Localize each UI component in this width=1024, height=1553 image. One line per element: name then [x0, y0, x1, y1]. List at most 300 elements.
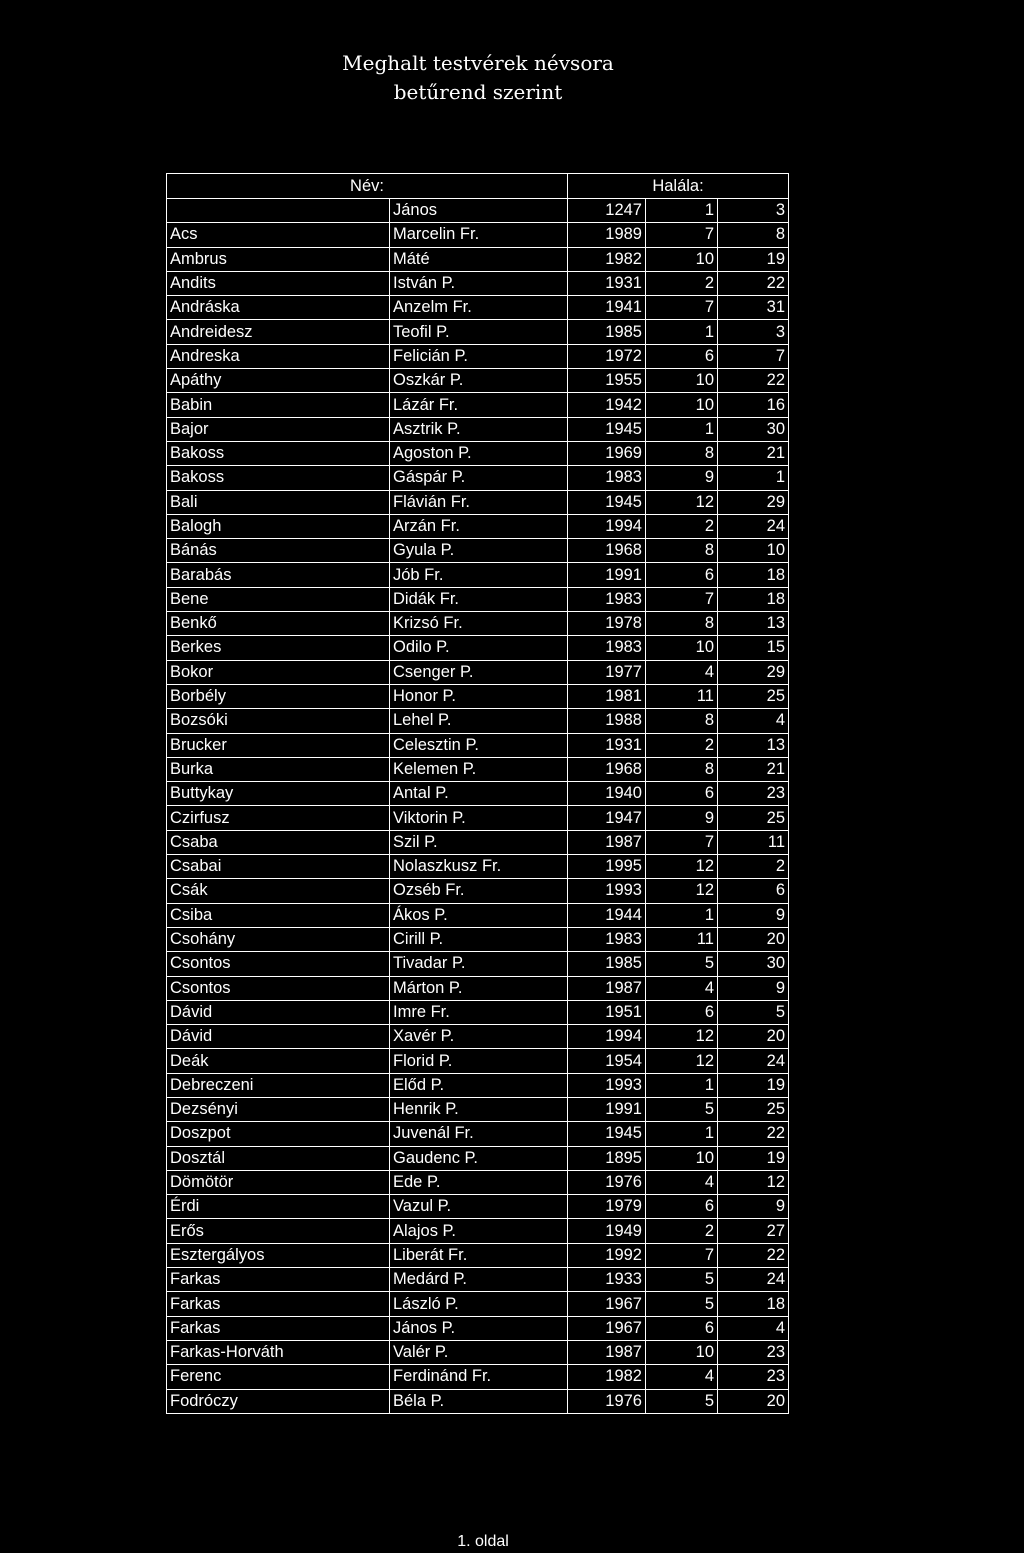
death-year-cell: 1994	[568, 1025, 646, 1049]
death-month-cell: 6	[646, 782, 718, 806]
death-year-cell: 1981	[568, 684, 646, 708]
death-month-cell: 2	[646, 514, 718, 538]
given-name-cell: Szil P.	[390, 830, 568, 854]
death-year-cell: 1987	[568, 830, 646, 854]
given-name-cell: Asztrik P.	[390, 417, 568, 441]
death-month-cell: 10	[646, 1146, 718, 1170]
deceased-brothers-table	[166, 173, 789, 1414]
surname-cell: Farkas	[167, 1316, 390, 1340]
given-name-cell: Csenger P.	[390, 660, 568, 684]
given-name-cell: Alajos P.	[390, 1219, 568, 1243]
given-name-cell: Celesztin P.	[390, 733, 568, 757]
table-row	[167, 709, 789, 733]
table-row	[167, 806, 789, 830]
given-name-cell: Gáspár P.	[390, 466, 568, 490]
surname-cell: Andits	[167, 271, 390, 295]
death-month-cell: 1	[646, 1073, 718, 1097]
death-year-cell: 1969	[568, 441, 646, 465]
death-month-cell: 7	[646, 223, 718, 247]
death-day-cell: 16	[718, 393, 789, 417]
given-name-cell: Felicián P.	[390, 344, 568, 368]
death-month-cell: 5	[646, 952, 718, 976]
given-name-cell: Kelemen P.	[390, 757, 568, 781]
death-month-cell: 11	[646, 684, 718, 708]
death-year-cell: 1995	[568, 855, 646, 879]
death-month-cell: 10	[646, 247, 718, 271]
death-day-cell: 15	[718, 636, 789, 660]
death-day-cell: 20	[718, 1025, 789, 1049]
death-month-cell: 2	[646, 733, 718, 757]
table-row	[167, 199, 789, 223]
death-month-cell: 4	[646, 660, 718, 684]
table-row	[167, 1195, 789, 1219]
surname-cell: Esztergályos	[167, 1243, 390, 1267]
table-row	[167, 1316, 789, 1340]
death-year-cell: 1940	[568, 782, 646, 806]
death-day-cell: 3	[718, 199, 789, 223]
given-name-cell: Márton P.	[390, 976, 568, 1000]
death-month-cell: 10	[646, 636, 718, 660]
death-year-cell: 1945	[568, 417, 646, 441]
death-day-cell: 23	[718, 782, 789, 806]
death-year-cell: 1987	[568, 1340, 646, 1364]
given-name-cell: Liberát Fr.	[390, 1243, 568, 1267]
death-month-cell: 9	[646, 806, 718, 830]
death-year-cell: 1983	[568, 636, 646, 660]
surname-cell: Csontos	[167, 976, 390, 1000]
death-day-cell: 22	[718, 1243, 789, 1267]
death-day-cell: 4	[718, 709, 789, 733]
death-year-cell: 1972	[568, 344, 646, 368]
surname-cell: Csiba	[167, 903, 390, 927]
death-year-cell: 1947	[568, 806, 646, 830]
given-name-cell: Ozséb Fr.	[390, 879, 568, 903]
death-year-cell: 1988	[568, 709, 646, 733]
table-row	[167, 1073, 789, 1097]
death-month-cell: 11	[646, 927, 718, 951]
surname-cell: Bene	[167, 587, 390, 611]
table-row	[167, 757, 789, 781]
table-row	[167, 417, 789, 441]
death-year-cell: 1979	[568, 1195, 646, 1219]
death-year-cell: 1983	[568, 587, 646, 611]
death-month-cell: 1	[646, 320, 718, 344]
death-year-cell: 1944	[568, 903, 646, 927]
death-day-cell: 6	[718, 879, 789, 903]
surname-cell: Debreczeni	[167, 1073, 390, 1097]
given-name-cell: Lázár Fr.	[390, 393, 568, 417]
death-month-cell: 1	[646, 417, 718, 441]
table-row	[167, 563, 789, 587]
surname-cell: Brucker	[167, 733, 390, 757]
given-name-cell: Agoston P.	[390, 441, 568, 465]
given-name-cell: László P.	[390, 1292, 568, 1316]
surname-cell: Csaba	[167, 830, 390, 854]
surname-cell: Bajor	[167, 417, 390, 441]
given-name-cell: Anzelm Fr.	[390, 296, 568, 320]
surname-cell: Bánás	[167, 539, 390, 563]
given-name-cell: Ede P.	[390, 1170, 568, 1194]
table-row	[167, 1243, 789, 1267]
death-year-cell: 1942	[568, 393, 646, 417]
death-year-cell: 1983	[568, 927, 646, 951]
surname-cell: Bozsóki	[167, 709, 390, 733]
death-day-cell: 7	[718, 344, 789, 368]
death-day-cell: 5	[718, 1000, 789, 1024]
table-row	[167, 296, 789, 320]
given-name-cell: Vazul P.	[390, 1195, 568, 1219]
given-name-cell: Teofil P.	[390, 320, 568, 344]
surname-cell: Farkas	[167, 1292, 390, 1316]
surname-cell: Farkas-Horváth	[167, 1340, 390, 1364]
table-row	[167, 514, 789, 538]
surname-cell: Dosztál	[167, 1146, 390, 1170]
death-year-cell: 1994	[568, 514, 646, 538]
death-year-cell: 1982	[568, 247, 646, 271]
table-row	[167, 1268, 789, 1292]
death-day-cell: 23	[718, 1365, 789, 1389]
surname-cell: Buttykay	[167, 782, 390, 806]
surname-cell: Csohány	[167, 927, 390, 951]
table-row	[167, 490, 789, 514]
death-day-cell: 13	[718, 612, 789, 636]
death-month-cell: 10	[646, 1340, 718, 1364]
surname-cell: Ambrus	[167, 247, 390, 271]
given-name-cell: Krizsó Fr.	[390, 612, 568, 636]
page-subtitle: betűrend szerint	[393, 80, 563, 104]
table-row	[167, 393, 789, 417]
death-month-cell: 6	[646, 1195, 718, 1219]
given-name-cell: Cirill P.	[390, 927, 568, 951]
death-year-cell: 1895	[568, 1146, 646, 1170]
surname-cell: Dávid	[167, 1000, 390, 1024]
surname-cell: Czirfusz	[167, 806, 390, 830]
surname-cell: Babin	[167, 393, 390, 417]
death-month-cell: 5	[646, 1389, 718, 1413]
table-row	[167, 271, 789, 295]
death-month-cell: 12	[646, 1025, 718, 1049]
table-row	[167, 830, 789, 854]
given-name-cell: Marcelin Fr.	[390, 223, 568, 247]
given-name-cell: Máté	[390, 247, 568, 271]
surname-cell: Dezsényi	[167, 1097, 390, 1121]
given-name-cell: Előd P.	[390, 1073, 568, 1097]
surname-cell: Dávid	[167, 1025, 390, 1049]
death-year-cell: 1968	[568, 757, 646, 781]
death-month-cell: 12	[646, 1049, 718, 1073]
table-row	[167, 976, 789, 1000]
given-name-cell: Flávián Fr.	[390, 490, 568, 514]
given-name-cell: Ákos P.	[390, 903, 568, 927]
death-month-cell: 12	[646, 855, 718, 879]
death-year-cell: 1945	[568, 490, 646, 514]
surname-cell: Bakoss	[167, 441, 390, 465]
table-row	[167, 247, 789, 271]
table-row	[167, 344, 789, 368]
surname-cell: Ferenc	[167, 1365, 390, 1389]
given-name-cell: János P.	[390, 1316, 568, 1340]
surname-cell: Borbély	[167, 684, 390, 708]
table-row	[167, 1292, 789, 1316]
death-year-cell: 1987	[568, 976, 646, 1000]
given-name-cell: Arzán Fr.	[390, 514, 568, 538]
death-day-cell: 9	[718, 903, 789, 927]
surname-cell: Csák	[167, 879, 390, 903]
death-day-cell: 18	[718, 587, 789, 611]
page-title: Meghalt testvérek névsora	[342, 51, 614, 75]
death-day-cell: 19	[718, 247, 789, 271]
death-month-cell: 1	[646, 903, 718, 927]
given-name-cell: Odilo P.	[390, 636, 568, 660]
death-year-cell: 1982	[568, 1365, 646, 1389]
surname-cell: Doszpot	[167, 1122, 390, 1146]
surname-cell: Bali	[167, 490, 390, 514]
surname-cell: Andráska	[167, 296, 390, 320]
surname-cell	[167, 199, 390, 223]
surname-cell: Csabai	[167, 855, 390, 879]
death-month-cell: 8	[646, 441, 718, 465]
given-name-cell: Didák Fr.	[390, 587, 568, 611]
death-month-cell: 12	[646, 490, 718, 514]
given-name-cell: János	[390, 199, 568, 223]
death-day-cell: 9	[718, 1195, 789, 1219]
death-day-cell: 18	[718, 563, 789, 587]
death-month-cell: 5	[646, 1268, 718, 1292]
death-day-cell: 22	[718, 271, 789, 295]
death-month-cell: 4	[646, 1170, 718, 1194]
death-day-cell: 11	[718, 830, 789, 854]
death-month-cell: 4	[646, 976, 718, 1000]
surname-cell: Barabás	[167, 563, 390, 587]
death-month-cell: 6	[646, 1000, 718, 1024]
surname-cell: Bokor	[167, 660, 390, 684]
death-year-cell: 1976	[568, 1389, 646, 1413]
death-day-cell: 31	[718, 296, 789, 320]
death-year-cell: 1991	[568, 563, 646, 587]
surname-cell: Erős	[167, 1219, 390, 1243]
death-year-cell: 1977	[568, 660, 646, 684]
death-day-cell: 24	[718, 514, 789, 538]
death-month-cell: 6	[646, 344, 718, 368]
death-day-cell: 20	[718, 1389, 789, 1413]
surname-cell: Balogh	[167, 514, 390, 538]
death-year-cell: 1983	[568, 466, 646, 490]
table-row	[167, 782, 789, 806]
given-name-cell: Nolaszkusz Fr.	[390, 855, 568, 879]
death-month-cell: 7	[646, 1243, 718, 1267]
table-row	[167, 539, 789, 563]
death-year-cell: 1951	[568, 1000, 646, 1024]
given-name-cell: Florid P.	[390, 1049, 568, 1073]
death-day-cell: 1	[718, 466, 789, 490]
death-day-cell: 29	[718, 660, 789, 684]
given-name-cell: Henrik P.	[390, 1097, 568, 1121]
death-day-cell: 30	[718, 952, 789, 976]
table-row	[167, 636, 789, 660]
death-year-cell: 1247	[568, 199, 646, 223]
table-row	[167, 1389, 789, 1413]
death-year-cell: 1978	[568, 612, 646, 636]
table-row	[167, 1025, 789, 1049]
death-day-cell: 18	[718, 1292, 789, 1316]
death-month-cell: 10	[646, 393, 718, 417]
death-day-cell: 3	[718, 320, 789, 344]
death-year-cell: 1993	[568, 1073, 646, 1097]
given-name-cell: Xavér P.	[390, 1025, 568, 1049]
table-row	[167, 952, 789, 976]
death-month-cell: 7	[646, 830, 718, 854]
given-name-cell: Honor P.	[390, 684, 568, 708]
death-month-cell: 6	[646, 1316, 718, 1340]
table-row	[167, 320, 789, 344]
death-day-cell: 13	[718, 733, 789, 757]
death-month-cell: 8	[646, 539, 718, 563]
death-month-cell: 6	[646, 563, 718, 587]
given-name-cell: István P.	[390, 271, 568, 295]
death-year-cell: 1985	[568, 320, 646, 344]
table-row	[167, 1219, 789, 1243]
surname-cell: Dömötör	[167, 1170, 390, 1194]
table-row	[167, 733, 789, 757]
surname-cell: Deák	[167, 1049, 390, 1073]
death-year-cell: 1955	[568, 369, 646, 393]
table-row	[167, 1365, 789, 1389]
given-name-cell: Antal P.	[390, 782, 568, 806]
death-day-cell: 25	[718, 806, 789, 830]
death-month-cell: 8	[646, 612, 718, 636]
death-year-cell: 1985	[568, 952, 646, 976]
table-row	[167, 223, 789, 247]
death-day-cell: 12	[718, 1170, 789, 1194]
death-year-cell: 1967	[568, 1292, 646, 1316]
death-year-cell: 1949	[568, 1219, 646, 1243]
death-month-cell: 7	[646, 587, 718, 611]
table-row	[167, 684, 789, 708]
death-month-cell: 7	[646, 296, 718, 320]
death-year-cell: 1991	[568, 1097, 646, 1121]
death-month-cell: 9	[646, 466, 718, 490]
table-row	[167, 1122, 789, 1146]
death-day-cell: 23	[718, 1340, 789, 1364]
death-day-cell: 29	[718, 490, 789, 514]
table-row	[167, 587, 789, 611]
given-name-cell: Medárd P.	[390, 1268, 568, 1292]
given-name-cell: Tivadar P.	[390, 952, 568, 976]
surname-cell: Bakoss	[167, 466, 390, 490]
death-year-cell: 1954	[568, 1049, 646, 1073]
death-year-cell: 1931	[568, 733, 646, 757]
table-body	[167, 199, 789, 1414]
death-day-cell: 19	[718, 1146, 789, 1170]
table-row	[167, 879, 789, 903]
surname-cell: Andreidesz	[167, 320, 390, 344]
table-row	[167, 660, 789, 684]
death-day-cell: 8	[718, 223, 789, 247]
death-day-cell: 25	[718, 1097, 789, 1121]
given-name-cell: Gaudenc P.	[390, 1146, 568, 1170]
given-name-cell: Oszkár P.	[390, 369, 568, 393]
death-day-cell: 24	[718, 1268, 789, 1292]
surname-cell: Csontos	[167, 952, 390, 976]
table-row	[167, 1000, 789, 1024]
given-name-cell: Valér P.	[390, 1340, 568, 1364]
death-month-cell: 5	[646, 1097, 718, 1121]
death-year-cell: 1968	[568, 539, 646, 563]
death-day-cell: 4	[718, 1316, 789, 1340]
page-number: 1. oldal	[457, 1533, 509, 1550]
given-name-cell: Béla P.	[390, 1389, 568, 1413]
death-year-cell: 1933	[568, 1268, 646, 1292]
death-year-cell: 1989	[568, 223, 646, 247]
surname-cell: Berkes	[167, 636, 390, 660]
death-year-cell: 1967	[568, 1316, 646, 1340]
death-month-cell: 12	[646, 879, 718, 903]
death-month-cell: 4	[646, 1365, 718, 1389]
given-name-cell: Ferdinánd Fr.	[390, 1365, 568, 1389]
surname-cell: Érdi	[167, 1195, 390, 1219]
table-row	[167, 855, 789, 879]
death-day-cell: 10	[718, 539, 789, 563]
death-day-cell: 9	[718, 976, 789, 1000]
table-row	[167, 369, 789, 393]
table-row	[167, 1146, 789, 1170]
death-day-cell: 22	[718, 369, 789, 393]
table-row	[167, 1170, 789, 1194]
death-day-cell: 24	[718, 1049, 789, 1073]
death-year-cell: 1992	[568, 1243, 646, 1267]
death-month-cell: 1	[646, 199, 718, 223]
death-month-cell: 2	[646, 271, 718, 295]
death-month-cell: 5	[646, 1292, 718, 1316]
death-day-cell: 21	[718, 757, 789, 781]
table-row	[167, 903, 789, 927]
surname-cell: Farkas	[167, 1268, 390, 1292]
death-month-cell: 10	[646, 369, 718, 393]
death-day-cell: 27	[718, 1219, 789, 1243]
given-name-cell: Jób Fr.	[390, 563, 568, 587]
given-name-cell: Imre Fr.	[390, 1000, 568, 1024]
death-year-cell: 1941	[568, 296, 646, 320]
surname-cell: Apáthy	[167, 369, 390, 393]
death-day-cell: 2	[718, 855, 789, 879]
given-name-cell: Juvenál Fr.	[390, 1122, 568, 1146]
death-day-cell: 21	[718, 441, 789, 465]
table-row	[167, 466, 789, 490]
given-name-cell: Viktorin P.	[390, 806, 568, 830]
table-row	[167, 1049, 789, 1073]
death-day-cell: 20	[718, 927, 789, 951]
table-row	[167, 1097, 789, 1121]
death-day-cell: 30	[718, 417, 789, 441]
surname-cell: Burka	[167, 757, 390, 781]
death-column-header: Halála:	[568, 174, 789, 199]
death-year-cell: 1931	[568, 271, 646, 295]
death-year-cell: 1976	[568, 1170, 646, 1194]
surname-cell: Andreska	[167, 344, 390, 368]
death-month-cell: 1	[646, 1122, 718, 1146]
surname-cell: Benkő	[167, 612, 390, 636]
death-day-cell: 22	[718, 1122, 789, 1146]
death-year-cell: 1945	[568, 1122, 646, 1146]
table-row	[167, 1340, 789, 1364]
death-month-cell: 2	[646, 1219, 718, 1243]
table-row	[167, 441, 789, 465]
given-name-cell: Gyula P.	[390, 539, 568, 563]
table-row	[167, 612, 789, 636]
surname-cell: Acs	[167, 223, 390, 247]
death-day-cell: 25	[718, 684, 789, 708]
given-name-cell: Lehel P.	[390, 709, 568, 733]
